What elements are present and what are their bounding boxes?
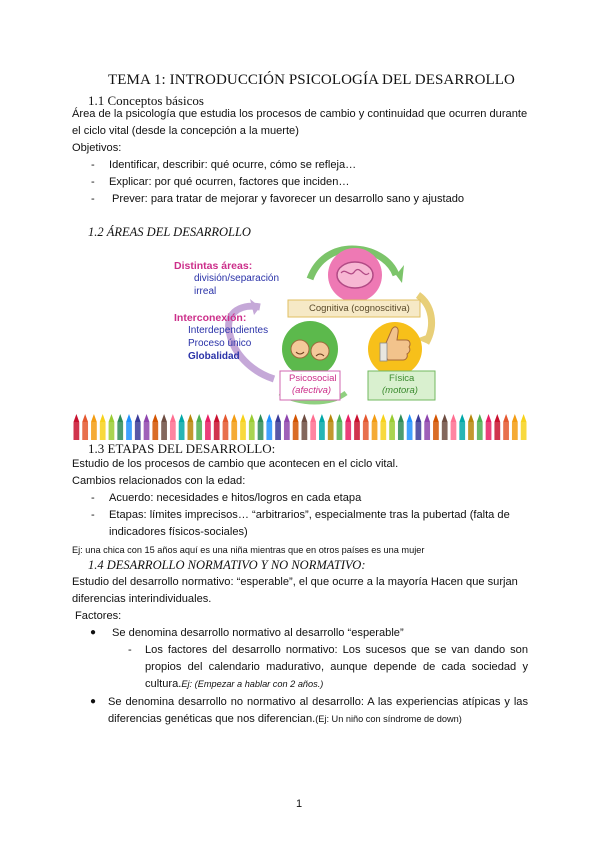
pencil-tip (512, 414, 518, 422)
psicosocial-label: Psicosocial (289, 373, 337, 384)
page-title: TEMA 1: INTRODUCCIÓN PSICOLOGÍA DEL DESARROLLO (108, 72, 515, 88)
pencil-tip (310, 414, 316, 422)
fisica-label: Física (389, 373, 415, 384)
objetivo-item-3: Prever: para tratar de mejorar y favorecer un desarrollo sano y ajustado (112, 193, 465, 205)
pencil-tip (135, 414, 141, 422)
no-normativo-line-2 (108, 711, 462, 728)
pencil-tip (275, 414, 281, 422)
pencil-tip (319, 414, 325, 422)
pencil-tip (170, 414, 176, 422)
pencil-tip (126, 414, 132, 422)
dash-bullet: - (91, 492, 95, 504)
page-number: 1 (296, 798, 303, 810)
pencil-tip (302, 414, 308, 422)
pencil-body (275, 422, 281, 440)
objetivo-item-2: Explicar: por qué ocurren, factores que inciden… (109, 176, 350, 188)
pencil-body (354, 422, 360, 440)
pencil-tip (249, 414, 255, 422)
pencil-body (442, 422, 448, 440)
afectiva-label: (afectiva) (292, 385, 332, 396)
pencil-body (196, 422, 202, 440)
pencil-tip (389, 414, 395, 422)
pencil-tip (266, 414, 272, 422)
sad-face-icon (311, 342, 329, 360)
pencil-tip (74, 414, 80, 422)
pencil-tip (117, 414, 123, 422)
pencil-body (328, 422, 334, 440)
cognitiva-label: Cognitiva (cognoscitiva) (309, 303, 410, 314)
etapas-item-2: Etapas: límites imprecisos… “arbitrarios”, especialmente tras la pubertad (falta de (109, 509, 510, 521)
pencil-body (223, 422, 229, 440)
pencil-tip (459, 414, 465, 422)
section-1-4-heading: 1.4 DESARROLLO NORMATIVO Y NO NORMATIVO: (88, 558, 366, 572)
pencil-tip (424, 414, 430, 422)
section-1-2-heading: 1.2 ÁREAS DEL DESARROLLO (88, 225, 251, 239)
no-normativo-line-1: Se denomina desarrollo no normativo al desarrollo: A las experiencias atípicas y las (108, 696, 528, 708)
pencil-body (407, 422, 413, 440)
pencil-body (161, 422, 167, 440)
pencil-tip (380, 414, 386, 422)
pencil-tip (328, 414, 334, 422)
pencil-body (258, 422, 264, 440)
pencil-tip (91, 414, 97, 422)
pencil-tip (337, 414, 343, 422)
pencil-body (319, 422, 325, 440)
pencil-body (74, 422, 80, 440)
pencil-body (240, 422, 246, 440)
pencil-body (345, 422, 351, 440)
pencil-tip (196, 414, 202, 422)
pencil-body (389, 422, 395, 440)
pencil-tip (345, 414, 351, 422)
pencil-body (451, 422, 457, 440)
pencil-body (117, 422, 123, 440)
pencil-body (512, 422, 518, 440)
dash-bullet: - (91, 176, 95, 188)
pencil-tip (179, 414, 185, 422)
psicosocial-circle (282, 321, 338, 377)
pencil-body (152, 422, 158, 440)
etapas-example: Ej: una chica con 15 años aquí es una niña mientras que en otros países es una mujer (72, 545, 425, 555)
arrow-head-icon (396, 265, 404, 283)
pencil-tip (372, 414, 378, 422)
dash-bullet: - (91, 509, 95, 521)
pencil-body (477, 422, 483, 440)
pencil-body (249, 422, 255, 440)
motora-label: (motora) (382, 385, 418, 396)
colored-pencils-divider (72, 414, 528, 440)
etapas-item-1: Acuerdo: necesidades e hitos/logros en cada etapa (109, 492, 362, 504)
no-normativo-text: diferencias genéticas que nos diferencian. (108, 713, 316, 725)
pencil-tip (416, 414, 422, 422)
pencil-tip (521, 414, 527, 422)
pencil-tip (363, 414, 369, 422)
happy-face-icon (291, 340, 309, 358)
pencil-body (521, 422, 527, 440)
interconexion-line-3: Globalidad (188, 351, 240, 362)
pencil-body (205, 422, 211, 440)
pencil-body (266, 422, 272, 440)
pencil-tip (468, 414, 474, 422)
pencil-body (363, 422, 369, 440)
pencil-body (135, 422, 141, 440)
pencil-tip (188, 414, 194, 422)
pencil-tip (214, 414, 220, 422)
pencil-body (302, 422, 308, 440)
objetivos-label: Objetivos: (72, 142, 122, 154)
pencil-body (144, 422, 150, 440)
pencil-tip (258, 414, 264, 422)
pencil-body (82, 422, 88, 440)
pencil-body (170, 422, 176, 440)
pencil-tip (494, 414, 500, 422)
pencil-body (126, 422, 132, 440)
pencil-body (503, 422, 509, 440)
pencil-body (109, 422, 115, 440)
pencil-tip (231, 414, 237, 422)
brain-icon (337, 262, 373, 288)
normativo-sub-line-2: propios del calendario madurativo, aunque depende de cada sociedad y (145, 661, 528, 673)
pencil-body (293, 422, 299, 440)
pencil-body (433, 422, 439, 440)
objetivo-item-1: Identificar, describir: qué ocurre, cómo se refleja… (109, 159, 357, 171)
section-1-3-heading: 1.3 ETAPAS DEL DESARROLLO: (88, 441, 276, 456)
pencil-body (486, 422, 492, 440)
pencil-body (372, 422, 378, 440)
pencil-body (310, 422, 316, 440)
pencil-tip (486, 414, 492, 422)
pencil-body (231, 422, 237, 440)
normativo-bullet-1: Se denomina desarrollo normativo al desarrollo “esperable” (112, 627, 404, 639)
areas-diagram (150, 243, 450, 411)
distintas-areas-line-2: irreal (194, 286, 217, 297)
cuff-mark (380, 343, 387, 361)
pencil-body (380, 422, 386, 440)
pencil-body (188, 422, 194, 440)
normativo-sub-line-1: Los factores del desarrollo normativo: Los sucesos que se van dando son (145, 644, 528, 656)
pencil-tip (144, 414, 150, 422)
pencil-body (337, 422, 343, 440)
dash-bullet: - (91, 193, 95, 205)
pencil-tip (503, 414, 509, 422)
pencil-tip (161, 414, 167, 422)
pencil-body (214, 422, 220, 440)
distintas-areas-label: Distintas áreas: (174, 260, 253, 272)
s13-text-line-1: Estudio de los procesos de cambio que acontecen en el ciclo vital. (72, 458, 399, 470)
pencil-tip (354, 414, 360, 422)
section-1-1-heading: 1.1 Conceptos básicos (88, 93, 204, 108)
interconexion-line-2: Proceso único (188, 338, 252, 349)
pencil-tip (407, 414, 413, 422)
pencil-body (91, 422, 97, 440)
pencil-body (100, 422, 106, 440)
s13-text-line-2: Cambios relacionados con la edad: (72, 475, 246, 487)
pencil-tip (442, 414, 448, 422)
no-normativo-example: (Ej: Un niño con síndrome de down) (315, 714, 462, 724)
pencil-tip (240, 414, 246, 422)
distintas-areas-line-1: división/separación (194, 273, 280, 284)
pencil-body (179, 422, 185, 440)
normativo-sub-line-3 (145, 676, 323, 693)
dash-bullet: - (128, 644, 132, 656)
pencil-body (398, 422, 404, 440)
pencil-body (459, 422, 465, 440)
interconexion-label: Interconexión: (174, 312, 247, 324)
round-bullet-icon: ● (90, 627, 97, 638)
normativo-sub-cultura: cultura. (145, 678, 182, 690)
pencil-tip (433, 414, 439, 422)
pencil-tip (100, 414, 106, 422)
s14-text-line-1: Estudio del desarrollo normativo: “esperable”, el que ocurre a la mayoría Hacen que surjan (72, 576, 518, 588)
pencil-tip (82, 414, 88, 422)
interconexion-line-1: Interdependientes (188, 325, 269, 336)
round-bullet-icon: ● (90, 696, 97, 707)
pencil-body (424, 422, 430, 440)
s11-text-line-1: Área de la psicología que estudia los procesos de cambio y continuidad que ocurren durante (72, 108, 528, 120)
pencil-tip (477, 414, 483, 422)
etapas-item-2-cont: indicadores físicos-sociales) (109, 526, 248, 538)
pencil-body (468, 422, 474, 440)
pencil-body (494, 422, 500, 440)
s11-text-line-2: el ciclo vital (desde la concepción a la muerte) (72, 125, 299, 137)
pencil-tip (398, 414, 404, 422)
pencil-tip (152, 414, 158, 422)
factores-label: Factores: (75, 610, 122, 622)
pencil-body (284, 422, 290, 440)
pencil-tip (284, 414, 290, 422)
pencil-tip (451, 414, 457, 422)
normativo-sub-example: Ej: (Empezar a hablar con 2 años.) (181, 679, 324, 689)
s14-text-line-2: diferencias interindividuales. (72, 593, 212, 605)
pencil-tip (223, 414, 229, 422)
dash-bullet: - (91, 159, 95, 171)
pencil-tip (109, 414, 115, 422)
pencil-tip (293, 414, 299, 422)
pencil-body (416, 422, 422, 440)
pencil-tip (205, 414, 211, 422)
